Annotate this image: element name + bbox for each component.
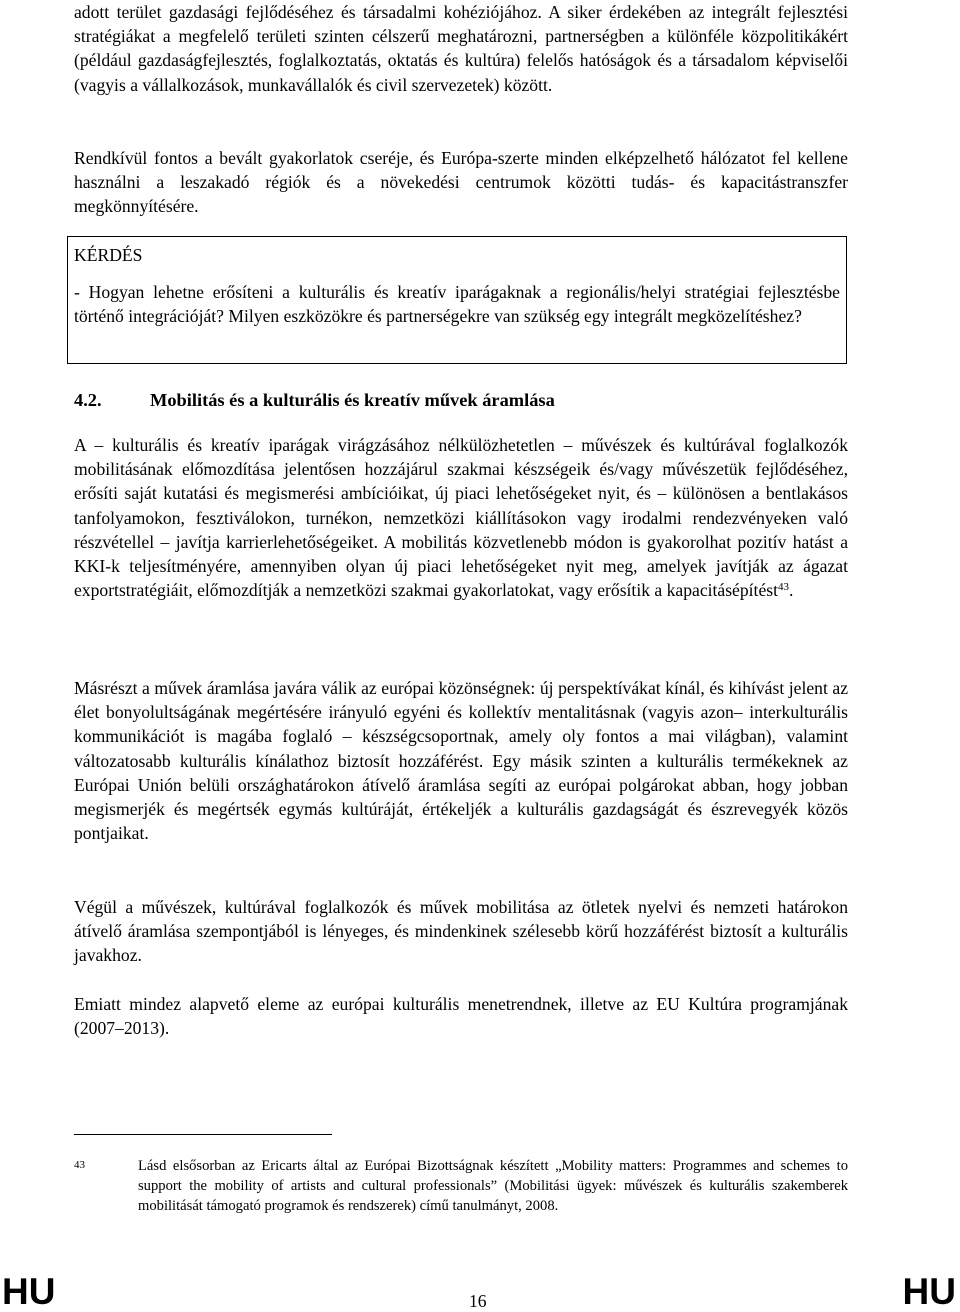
question-title: KÉRDÉS (74, 245, 143, 265)
section-title: Mobilitás és a kulturális és kreatív művek áramlása (150, 390, 555, 410)
language-code-right: HU (902, 1271, 956, 1312)
paragraph-artist-mobility-text: A – kulturális és kreatív iparágak virágzásához nélkülözhetetlen – művészek és kultúrával foglalkozók mobilitásának előmozdítása jelentősen hozzájárul szakmai készségeik és/vagy művészetük fejlődéséhez, erősíti saját kutatási és megismerési ambícióikat, új piaci lehetőségeket nyit, és – különösen a bentlakásos tanfolyamokon, fesztiválokon, turnékon, nemzetközi kiállításokon vagy irodalmi rendezvényeken való részvétellel – javítja karrierlehetőségeiket. A mobilitás közvetlenebb módon is gyakorolhat pozitív hatást a KKI-k teljesítményére, amennyiben olyan új piaci lehetőségeket nyit meg, amelyek javítják az ágazat exportstratégiáit, előmozdítják a nemzetközi szakmai gyakorlatokat, vagy erősítik a kapacitásépítést (74, 435, 848, 601)
footnote-separator (74, 1134, 332, 1135)
paragraph-works-circulation: Másrészt a művek áramlása javára válik az európai közönségnek: új perspektívákat kínál, és kihívást jelent az élet bonyolultságának megértésére irányuló egyéni és kollektív mentalitásnak (vagyis azon– interkulturális kommunikációt is magába foglaló – készségcsoportnak, amely oly fontos a mai világban), valamint változatosabb kulturális kínálathoz biztosít hozzáférést. Egy másik szinten a kulturális termékeknek az Európai Unión belüli országhatárokon átívelő áramlása segíti az európai polgárokat abban, hogy jobban megismerjék és megértsék egymás kultúráját, értékeljék a kulturális gazdagságát és észrevegyék közös pontjaikat. (74, 678, 848, 844)
question-text: - Hogyan lehetne erősíteni a kulturális és kreatív iparágaknak a regionális/helyi stratégiai fejlesztésbe történő integrációját? Milyen eszközökre és partnerségekre van szükség egy integrált megközelítéshez? (74, 282, 840, 327)
language-code-left: HU (2, 1271, 56, 1312)
footnote-number: 43 (74, 1159, 85, 1171)
section-heading (74, 388, 555, 412)
page-number: 16 (469, 1291, 487, 1311)
section-number: 4.2. (74, 390, 102, 410)
paragraph-culture-programme: Emiatt mindez alapvető eleme az európai kulturális menetrendnek, illetve az EU Kultúra programjának (2007–2013). (74, 994, 848, 1039)
footnote-reference[interactable]: 43 (777, 581, 789, 594)
paragraph-best-practices: Rendkívül fontos a bevált gyakorlatok cseréje, és Európa-szerte minden elképzelhető hálózatot fel kellene használni a leszakadó régiók és a növekedési centrumok közötti tudás- és kapacitástranszfer megkönnyítésére. (74, 148, 848, 217)
paragraph-idea-flow: Végül a művészek, kultúrával foglalkozók és művek mobilitása az ötletek nyelvi és nemzeti határokon átívelő áramlása szempontjából is lényeges, és mindenkinek szélesebb körű hozzáférést biztosít a kulturális javakhoz. (74, 897, 848, 966)
paragraph-artist-mobility (74, 433, 848, 602)
footnote-text: Lásd elsősorban az Ericarts által az Európai Bizottságnak készített „Mobility matters: Programmes and schemes to support the mobility of artists and cultural professionals” (Mobilitási ügyek: művészek és kulturális szakemberek mobilitását támogató programok és rendszerek) című tanulmányt, 2008. (138, 1158, 848, 1215)
paragraph-integrated-strategies: adott terület gazdasági fejlődéséhez és társadalmi kohéziójához. A siker érdekében az integrált fejlesztési stratégiákat a megfelelő területi szinten célszerű meghatározni, partnerségben a különféle közpolitikákért (például gazdaságfejlesztés, foglalkoztatás, oktatás és kultúra) felelős hatóságok és a társadalom képviselői (vagyis a vállalkozások, munkavállalók és civil szervezetek) között. (74, 2, 848, 95)
paragraph-artist-mobility-end: . (788, 580, 794, 601)
question-box (67, 236, 847, 364)
